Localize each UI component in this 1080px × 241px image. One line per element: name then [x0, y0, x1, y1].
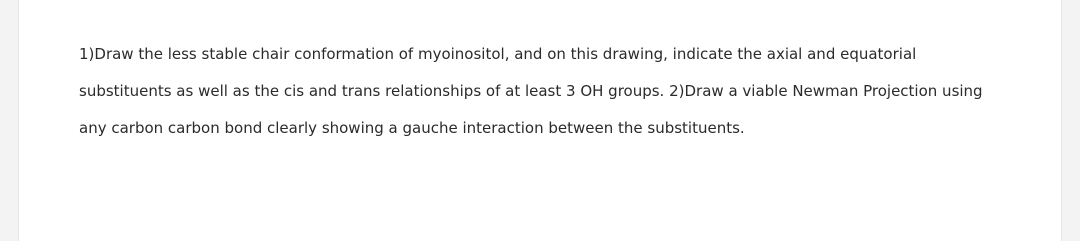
question-line-1: 1)Draw the less stable chair conformation of myoinositol, and on this drawing, indicate the axial and equatorial: [79, 45, 917, 63]
question-card: [18, 0, 1062, 241]
question-text: [79, 36, 1039, 147]
question-line-2: substituents as well as the cis and trans relationships of at least 3 OH groups. 2)Draw a viable Newman Projection using: [79, 82, 983, 100]
question-line-3: any carbon carbon bond clearly showing a gauche interaction between the substituents.: [79, 119, 745, 137]
